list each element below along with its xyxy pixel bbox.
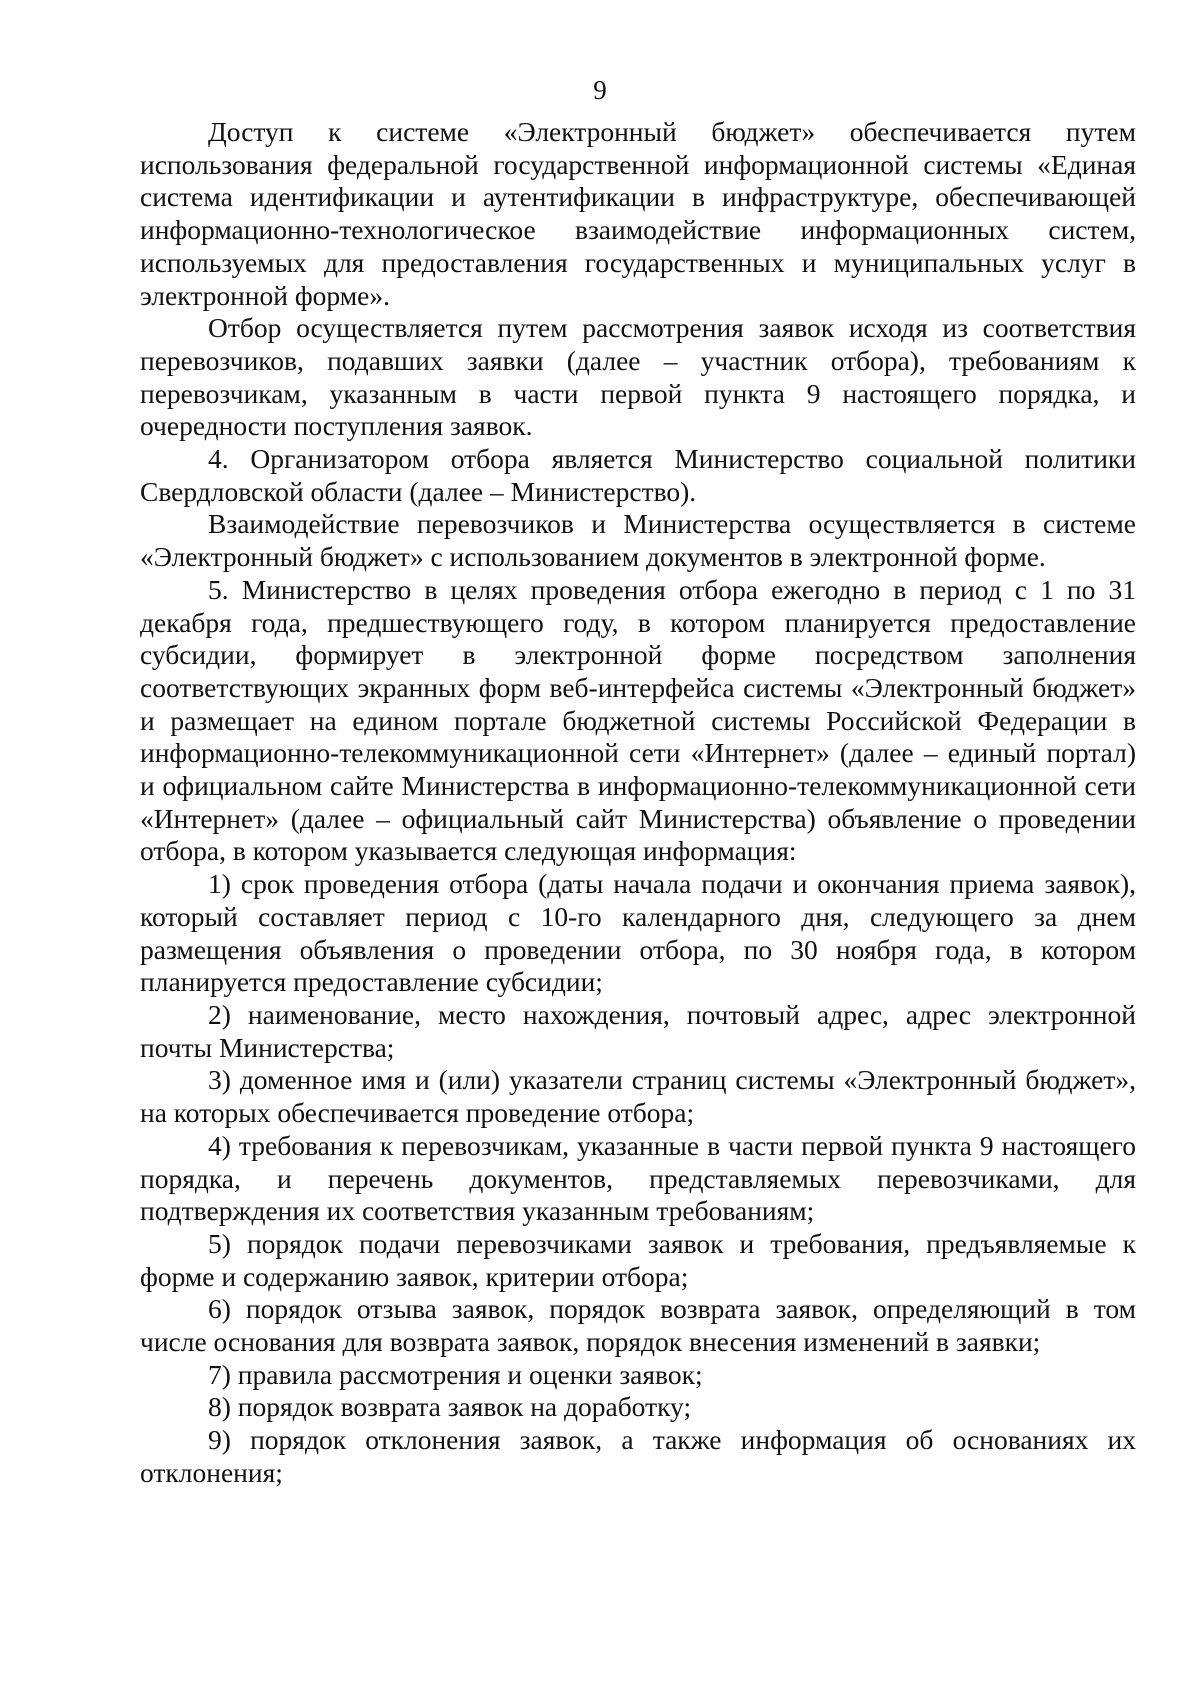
- paragraph-5-announcement: 5. Министерство в целях проведения отбора ежегодно в период с 1 по 31 декабря года, предшествующего году, в котором планируется предоставление субсидии, формирует в электронной форме посредством заполнения соответствующих экранных форм веб-интерфейса системы «Электронный бюджет» и размещает на едином портале бюджетной системы Российской Федерации в информационно-телекоммуникационной сети «Интернет» (далее – единый портал) и официальном сайте Министерства в информационно-телекоммуникационной сети «Интернет» (далее – официальный сайт Министерства) объявление о проведении отбора, в котором указывается следующая информация:: [140, 573, 1136, 867]
- list-item-2: 2) наименование, место нахождения, почтовый адрес, адрес электронной почты Министерства;: [140, 998, 1136, 1063]
- list-item-3: 3) доменное имя и (или) указатели страниц системы «Электронный бюджет», на которых обеспечивается проведение отбора;: [140, 1064, 1136, 1129]
- list-item-7: 7) правила рассмотрения и оценки заявок;: [208, 1358, 703, 1390]
- list-item-9: 9) порядок отклонения заявок, а также информация об основаниях их отклонения;: [140, 1424, 1136, 1488]
- list-item-5: 5) порядок подачи перевозчиками заявок и требования, предъявляемые к форме и содержанию заявок, критерии отбора;: [140, 1227, 1136, 1292]
- list-item-1: 1) срок проведения отбора (даты начала подачи и окончания приема заявок), который составляет период с 10-го календарного дня, следующего за днем размещения объявления о проведении отбора, по 30 ноября года, в котором планируется предоставление субсидии;: [140, 868, 1136, 998]
- paragraph-selection-method: Отбор осуществляется путем рассмотрения заявок исходя из соответствия перевозчиков, подавших заявки (далее – участник отбора), требованиям к перевозчикам, указанным в части первой пункта 9 настоящего порядка, и очередности поступления заявок.: [140, 312, 1136, 442]
- list-item-6: 6) порядок отзыва заявок, порядок возврата заявок, определяющий в том числе основания для возврата заявок, порядок внесения изменений в заявки;: [140, 1293, 1136, 1358]
- document-body: [140, 116, 1136, 1490]
- paragraph-4-organizer: 4. Организатором отбора является Министерство социальной политики Свердловской области (далее – Министерство).: [140, 443, 1136, 507]
- paragraph-interaction: Взаимодействие перевозчиков и Министерства осуществляется в системе «Электронный бюджет» с использованием документов в электронной форме.: [140, 508, 1136, 573]
- list-item-4: 4) требования к перевозчикам, указанные в части первой пункта 9 настоящего порядка, и перечень документов, представляемых перевозчиками, для подтверждения их соответствия указанным требованиям;: [140, 1129, 1136, 1227]
- page-number: 9: [593, 75, 607, 105]
- paragraph-access-system: Доступ к системе «Электронный бюджет» обеспечивается путем использования федеральной государственной информационной системы «Единая система идентификации и аутентификации в инфраструктуре, обеспечивающей информационно-технологическое взаимодействие информационных систем, используемых для предоставления государственных и муниципальных услуг в электронной форме».: [140, 116, 1136, 311]
- list-item-8: 8) порядок возврата заявок на доработку;: [208, 1391, 692, 1423]
